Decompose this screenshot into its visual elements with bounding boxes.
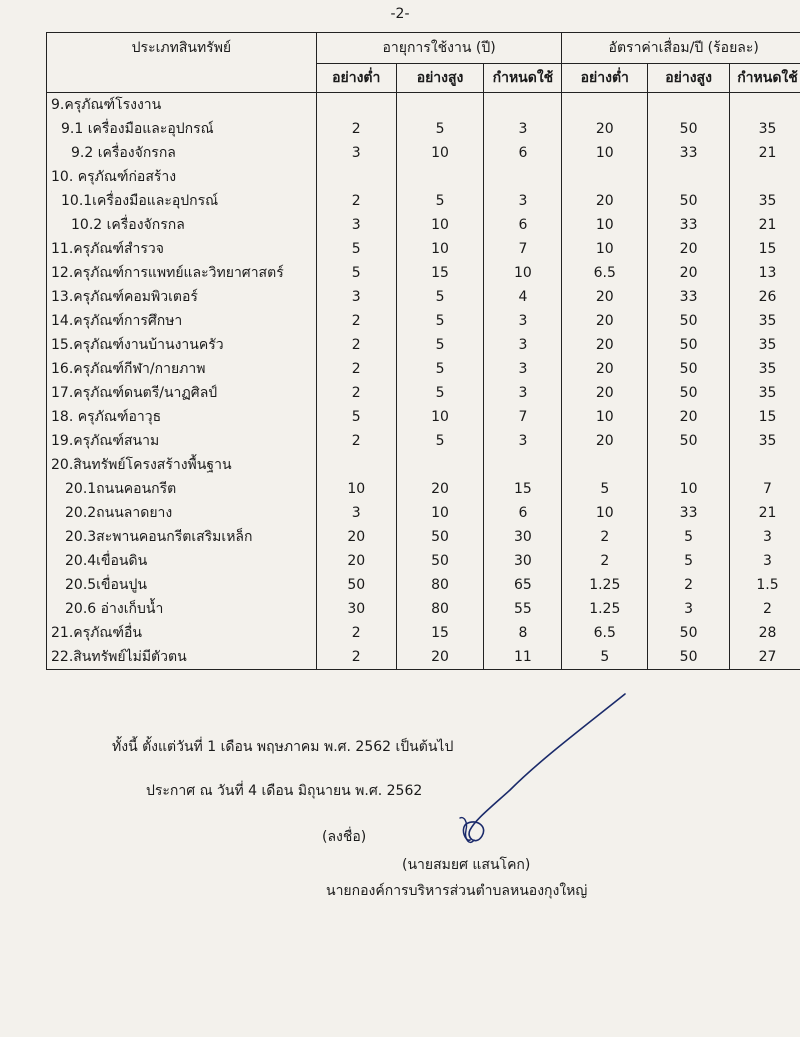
value-cell: 20	[562, 429, 648, 453]
category-cell: 9.1 เครื่องมือและอุปกรณ์	[47, 117, 317, 141]
value-cell: 6	[484, 501, 562, 525]
table-row	[47, 357, 800, 381]
value-cell: 20	[562, 309, 648, 333]
sub-header: อย่างต่ำ	[316, 64, 396, 93]
value-cell: 3	[316, 501, 396, 525]
value-cell: 33	[648, 141, 730, 165]
table-row	[47, 477, 800, 501]
value-cell: 50	[648, 309, 730, 333]
value-cell: 3	[730, 525, 800, 549]
category-cell: 14.ครุภัณฑ์การศึกษา	[47, 309, 317, 333]
value-cell: 27	[730, 645, 800, 670]
value-cell	[484, 453, 562, 477]
category-cell: 15.ครุภัณฑ์งานบ้านงานครัว	[47, 333, 317, 357]
value-cell: 20	[396, 645, 484, 670]
category-cell: 17.ครุภัณฑ์ดนตรี/นาฏศิลป์	[47, 381, 317, 405]
category-cell: 10.1เครื่องมือและอุปกรณ์	[47, 189, 317, 213]
value-cell: 10	[316, 477, 396, 501]
value-cell: 10	[396, 501, 484, 525]
category-cell: 20.2ถนนลาดยาง	[47, 501, 317, 525]
value-cell: 3	[648, 597, 730, 621]
value-cell: 50	[648, 357, 730, 381]
value-cell	[730, 453, 800, 477]
value-cell: 5	[396, 117, 484, 141]
value-cell	[316, 93, 396, 118]
value-cell: 33	[648, 285, 730, 309]
value-cell: 30	[484, 525, 562, 549]
value-cell	[562, 93, 648, 118]
value-cell: 80	[396, 597, 484, 621]
table-row	[47, 141, 800, 165]
value-cell: 35	[730, 381, 800, 405]
table-row	[47, 405, 800, 429]
value-cell: 30	[484, 549, 562, 573]
sub-header: กำหนดใช้	[730, 64, 800, 93]
value-cell: 1.25	[562, 597, 648, 621]
value-cell: 33	[648, 501, 730, 525]
value-cell: 5	[396, 381, 484, 405]
value-cell: 1.5	[730, 573, 800, 597]
value-cell: 6.5	[562, 261, 648, 285]
table-body	[47, 93, 800, 670]
category-cell: 10. ครุภัณฑ์ก่อสร้าง	[47, 165, 317, 189]
value-cell: 3	[316, 141, 396, 165]
value-cell: 21	[730, 213, 800, 237]
value-cell: 10	[396, 141, 484, 165]
table-row	[47, 597, 800, 621]
value-cell: 5	[316, 405, 396, 429]
value-cell	[396, 453, 484, 477]
table-row	[47, 237, 800, 261]
value-cell: 50	[648, 189, 730, 213]
value-cell: 5	[562, 645, 648, 670]
signer-title: นายกองค์การบริหารส่วนตำบลหนองกุงใหญ่	[326, 883, 588, 899]
value-cell: 13	[730, 261, 800, 285]
category-cell: 10.2 เครื่องจักรกล	[47, 213, 317, 237]
effective-date: ทั้งนี้ ตั้งแต่วันที่ 1 เดือน พฤษภาคม พ.ศ. 2562 เป็นต้นไป	[112, 739, 454, 755]
value-cell: 2	[648, 573, 730, 597]
value-cell: 20	[562, 381, 648, 405]
table-row	[47, 309, 800, 333]
category-cell: 20.5เขื่อนปูน	[47, 573, 317, 597]
value-cell: 8	[484, 621, 562, 645]
handwritten-signature	[430, 690, 630, 860]
category-cell: 20.6 อ่างเก็บน้ำ	[47, 597, 317, 621]
value-cell: 10	[562, 141, 648, 165]
value-cell: 35	[730, 429, 800, 453]
value-cell: 20	[562, 333, 648, 357]
signed-label: (ลงชื่อ)	[322, 829, 367, 845]
value-cell: 50	[316, 573, 396, 597]
table-row	[47, 333, 800, 357]
value-cell: 10	[396, 237, 484, 261]
table-row	[47, 165, 800, 189]
category-cell: 21.ครุภัณฑ์อื่น	[47, 621, 317, 645]
table-row	[47, 573, 800, 597]
value-cell: 35	[730, 333, 800, 357]
value-cell: 2	[316, 429, 396, 453]
value-cell	[396, 165, 484, 189]
value-cell: 50	[648, 621, 730, 645]
value-cell: 2	[316, 333, 396, 357]
value-cell: 7	[484, 237, 562, 261]
value-cell: 33	[648, 213, 730, 237]
value-cell: 2	[316, 189, 396, 213]
value-cell: 20	[562, 189, 648, 213]
depreciation-header: อัตราค่าเสื่อม/ปี (ร้อยละ)	[562, 33, 800, 64]
value-cell: 5	[648, 525, 730, 549]
value-cell: 50	[396, 525, 484, 549]
table-row	[47, 117, 800, 141]
category-cell: 9.2 เครื่องจักรกล	[47, 141, 317, 165]
value-cell: 10	[562, 501, 648, 525]
value-cell: 5	[396, 189, 484, 213]
value-cell: 21	[730, 501, 800, 525]
table-row	[47, 213, 800, 237]
category-cell: 13.ครุภัณฑ์คอมพิวเตอร์	[47, 285, 317, 309]
value-cell: 10	[484, 261, 562, 285]
value-cell: 10	[562, 405, 648, 429]
category-cell: 19.ครุภัณฑ์สนาม	[47, 429, 317, 453]
category-header: ประเภทสินทรัพย์	[47, 33, 317, 93]
category-cell: 11.ครุภัณฑ์สำรวจ	[47, 237, 317, 261]
table-row	[47, 285, 800, 309]
value-cell	[730, 165, 800, 189]
category-cell: 18. ครุภัณฑ์อาวุธ	[47, 405, 317, 429]
sub-header: กำหนดใช้	[484, 64, 562, 93]
table-row	[47, 93, 800, 118]
value-cell: 6	[484, 141, 562, 165]
value-cell: 15	[396, 261, 484, 285]
value-cell: 35	[730, 309, 800, 333]
table-row	[47, 261, 800, 285]
category-cell: 20.3สะพานคอนกรีตเสริมเหล็ก	[47, 525, 317, 549]
value-cell	[562, 165, 648, 189]
value-cell: 50	[396, 549, 484, 573]
value-cell: 21	[730, 141, 800, 165]
value-cell: 50	[648, 381, 730, 405]
value-cell: 35	[730, 117, 800, 141]
value-cell: 50	[648, 645, 730, 670]
sub-header: อย่างต่ำ	[562, 64, 648, 93]
value-cell: 4	[484, 285, 562, 309]
signer-name: (นายสมยศ แสนโคก)	[402, 857, 531, 873]
value-cell: 2	[316, 357, 396, 381]
value-cell: 35	[730, 357, 800, 381]
value-cell: 50	[648, 429, 730, 453]
value-cell: 6.5	[562, 621, 648, 645]
value-cell	[316, 165, 396, 189]
value-cell: 2	[316, 381, 396, 405]
value-cell: 20	[316, 549, 396, 573]
value-cell: 20	[648, 237, 730, 261]
lifespan-header: อายุการใช้งาน (ปี)	[316, 33, 562, 64]
value-cell: 20	[648, 405, 730, 429]
value-cell: 20	[562, 117, 648, 141]
sub-header: อย่างสูง	[396, 64, 484, 93]
page-number: -2-	[390, 6, 410, 22]
sub-header: อย่างสูง	[648, 64, 730, 93]
value-cell: 5	[396, 357, 484, 381]
value-cell: 20	[396, 477, 484, 501]
value-cell: 26	[730, 285, 800, 309]
value-cell: 50	[648, 333, 730, 357]
table-row	[47, 501, 800, 525]
category-cell: 12.ครุภัณฑ์การแพทย์และวิทยาศาสตร์	[47, 261, 317, 285]
value-cell: 3	[484, 357, 562, 381]
table-row	[47, 525, 800, 549]
table-row	[47, 189, 800, 213]
value-cell	[316, 453, 396, 477]
value-cell: 5	[396, 429, 484, 453]
value-cell: 5	[316, 261, 396, 285]
value-cell: 3	[484, 429, 562, 453]
asset-depreciation-table	[46, 32, 800, 670]
value-cell: 3	[316, 285, 396, 309]
value-cell: 2	[316, 117, 396, 141]
value-cell: 80	[396, 573, 484, 597]
value-cell: 5	[648, 549, 730, 573]
value-cell: 15	[730, 405, 800, 429]
category-cell: 20.4เขื่อนดิน	[47, 549, 317, 573]
value-cell: 3	[484, 189, 562, 213]
category-cell: 22.สินทรัพย์ไม่มีตัวตน	[47, 645, 317, 670]
value-cell: 2	[316, 621, 396, 645]
value-cell: 5	[396, 309, 484, 333]
value-cell	[648, 453, 730, 477]
table-row	[47, 549, 800, 573]
value-cell: 5	[396, 333, 484, 357]
value-cell: 20	[562, 285, 648, 309]
value-cell: 11	[484, 645, 562, 670]
value-cell	[730, 93, 800, 118]
value-cell: 30	[316, 597, 396, 621]
value-cell: 7	[484, 405, 562, 429]
category-cell: 16.ครุภัณฑ์กีฬา/กายภาพ	[47, 357, 317, 381]
value-cell: 55	[484, 597, 562, 621]
value-cell: 10	[396, 213, 484, 237]
value-cell: 3	[484, 333, 562, 357]
value-cell: 10	[562, 213, 648, 237]
value-cell: 20	[648, 261, 730, 285]
value-cell: 5	[562, 477, 648, 501]
announcement-date: ประกาศ ณ วันที่ 4 เดือน มิถุนายน พ.ศ. 2562	[146, 783, 423, 799]
category-cell: 20.1ถนนคอนกรีต	[47, 477, 317, 501]
value-cell	[484, 93, 562, 118]
value-cell: 2	[316, 645, 396, 670]
table-row	[47, 381, 800, 405]
table-row	[47, 645, 800, 670]
value-cell: 35	[730, 189, 800, 213]
value-cell: 15	[730, 237, 800, 261]
value-cell: 2	[562, 549, 648, 573]
value-cell: 15	[396, 621, 484, 645]
value-cell: 28	[730, 621, 800, 645]
value-cell: 15	[484, 477, 562, 501]
value-cell: 10	[396, 405, 484, 429]
value-cell	[562, 453, 648, 477]
value-cell	[648, 93, 730, 118]
value-cell: 1.25	[562, 573, 648, 597]
value-cell: 3	[484, 117, 562, 141]
value-cell: 2	[316, 309, 396, 333]
table-row	[47, 453, 800, 477]
value-cell	[396, 93, 484, 118]
category-cell: 9.ครุภัณฑ์โรงงาน	[47, 93, 317, 118]
value-cell: 3	[484, 381, 562, 405]
category-cell: 20.สินทรัพย์โครงสร้างพื้นฐาน	[47, 453, 317, 477]
value-cell: 3	[316, 213, 396, 237]
value-cell: 2	[562, 525, 648, 549]
table-row	[47, 429, 800, 453]
value-cell: 10	[648, 477, 730, 501]
value-cell: 5	[316, 237, 396, 261]
value-cell: 50	[648, 117, 730, 141]
value-cell: 7	[730, 477, 800, 501]
value-cell: 65	[484, 573, 562, 597]
value-cell: 3	[730, 549, 800, 573]
value-cell: 5	[396, 285, 484, 309]
value-cell: 6	[484, 213, 562, 237]
value-cell: 2	[730, 597, 800, 621]
value-cell: 20	[316, 525, 396, 549]
value-cell: 20	[562, 357, 648, 381]
value-cell	[484, 165, 562, 189]
value-cell: 10	[562, 237, 648, 261]
value-cell	[648, 165, 730, 189]
value-cell: 3	[484, 309, 562, 333]
table-row	[47, 621, 800, 645]
